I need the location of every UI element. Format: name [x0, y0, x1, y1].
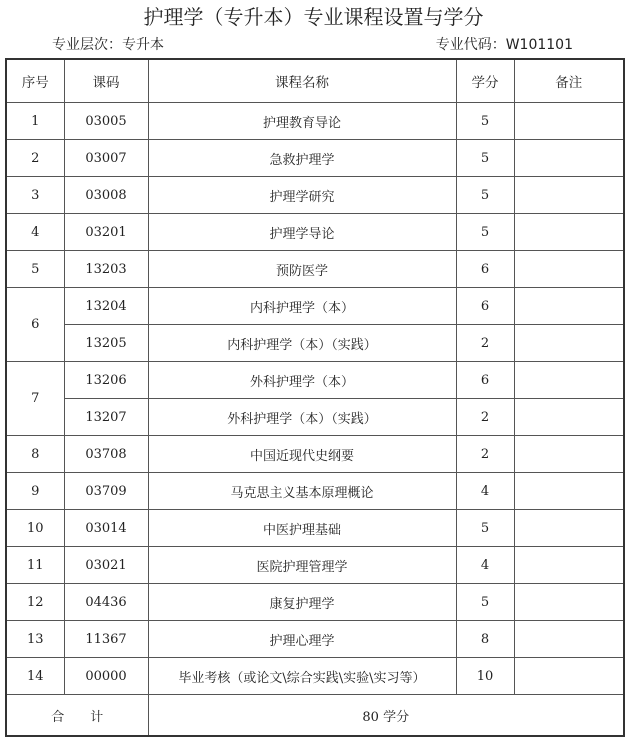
- table-row: [6, 399, 624, 436]
- cell-note: [514, 325, 624, 362]
- cell-credit: 2: [456, 436, 514, 473]
- cell-name: 预防医学: [148, 251, 456, 288]
- cell-note: [514, 214, 624, 251]
- cell-seq: 13: [6, 621, 64, 658]
- cell-credit: 6: [456, 288, 514, 325]
- cell-code: 13205: [64, 325, 148, 362]
- cell-note: [514, 288, 624, 325]
- cell-credit: 10: [456, 658, 514, 695]
- course-table: [5, 58, 625, 737]
- cell-seq: 11: [6, 547, 64, 584]
- cell-credit: 4: [456, 547, 514, 584]
- table-row: [6, 473, 624, 510]
- cell-name: 中医护理基础: [148, 510, 456, 547]
- table-row: [6, 510, 624, 547]
- cell-name: 中国近现代史纲要: [148, 436, 456, 473]
- cell-name: 康复护理学: [148, 584, 456, 621]
- cell-note: [514, 362, 624, 399]
- cell-name: 毕业考核（或论文\综合实践\实验\实习等）: [148, 658, 456, 695]
- major-level-label: 专业层次：: [52, 37, 122, 53]
- cell-code: 03014: [64, 510, 148, 547]
- cell-note: [514, 399, 624, 436]
- cell-name: 医院护理管理学: [148, 547, 456, 584]
- cell-code: 03201: [64, 214, 148, 251]
- cell-seq: 12: [6, 584, 64, 621]
- cell-seq: 5: [6, 251, 64, 288]
- table-row: [6, 140, 624, 177]
- header-credit: 学分: [456, 59, 514, 103]
- cell-seq: 1: [6, 103, 64, 140]
- cell-code: 00000: [64, 658, 148, 695]
- header-name: 课程名称: [148, 59, 456, 103]
- cell-note: [514, 658, 624, 695]
- cell-note: [514, 547, 624, 584]
- cell-code: 13204: [64, 288, 148, 325]
- cell-code: 03007: [64, 140, 148, 177]
- cell-name: 内科护理学（本）（实践）: [148, 325, 456, 362]
- cell-code: 03708: [64, 436, 148, 473]
- cell-name: 内科护理学（本）: [148, 288, 456, 325]
- cell-credit: 6: [456, 362, 514, 399]
- cell-name: 外科护理学（本）（实践）: [148, 399, 456, 436]
- cell-seq: 7: [6, 362, 64, 436]
- major-level: [52, 36, 164, 54]
- cell-credit: 6: [456, 251, 514, 288]
- cell-name: 外科护理学（本）: [148, 362, 456, 399]
- cell-name: 护理学研究: [148, 177, 456, 214]
- cell-credit: 2: [456, 399, 514, 436]
- major-code-label: 专业代码：: [435, 37, 506, 53]
- cell-seq: 6: [6, 288, 64, 362]
- cell-seq: 14: [6, 658, 64, 695]
- major-level-value: 专升本: [122, 37, 164, 53]
- table-row: [6, 621, 624, 658]
- cell-code: 13206: [64, 362, 148, 399]
- cell-seq: 2: [6, 140, 64, 177]
- cell-note: [514, 103, 624, 140]
- table-row: [6, 325, 624, 362]
- total-value: 80 学分: [148, 695, 624, 737]
- cell-note: [514, 584, 624, 621]
- table-row: [6, 436, 624, 473]
- cell-note: [514, 621, 624, 658]
- cell-note: [514, 510, 624, 547]
- cell-seq: 9: [6, 473, 64, 510]
- cell-code: 13203: [64, 251, 148, 288]
- total-label: 合 计: [6, 695, 148, 737]
- cell-note: [514, 473, 624, 510]
- table-header-row: [6, 59, 624, 103]
- cell-code: 03021: [64, 547, 148, 584]
- cell-code: 03005: [64, 103, 148, 140]
- cell-credit: 5: [456, 584, 514, 621]
- cell-seq: 8: [6, 436, 64, 473]
- cell-name: 护理心理学: [148, 621, 456, 658]
- cell-code: 13207: [64, 399, 148, 436]
- header-code: 课码: [64, 59, 148, 103]
- major-code: [436, 36, 573, 54]
- cell-seq: 3: [6, 177, 64, 214]
- total-row: [6, 695, 624, 737]
- cell-credit: 4: [456, 473, 514, 510]
- cell-credit: 5: [456, 177, 514, 214]
- table-row: [6, 584, 624, 621]
- cell-credit: 5: [456, 510, 514, 547]
- cell-name: 护理学导论: [148, 214, 456, 251]
- cell-code: 04436: [64, 584, 148, 621]
- table-row: [6, 251, 624, 288]
- cell-credit: 5: [456, 140, 514, 177]
- cell-seq: 4: [6, 214, 64, 251]
- cell-code: 03008: [64, 177, 148, 214]
- table-row: [6, 288, 624, 325]
- major-code-value: W101101: [505, 37, 573, 53]
- page-title: 护理学（专升本）专业课程设置与学分: [143, 5, 484, 29]
- cell-code: 03709: [64, 473, 148, 510]
- cell-name: 马克思主义基本原理概论: [148, 473, 456, 510]
- cell-seq: 10: [6, 510, 64, 547]
- table-row: [6, 658, 624, 695]
- cell-note: [514, 251, 624, 288]
- table-row: [6, 547, 624, 584]
- cell-name: 护理教育导论: [148, 103, 456, 140]
- cell-credit: 8: [456, 621, 514, 658]
- cell-credit: 5: [456, 103, 514, 140]
- table-row: [6, 103, 624, 140]
- cell-code: 11367: [64, 621, 148, 658]
- header-seq: 序号: [6, 59, 64, 103]
- cell-note: [514, 140, 624, 177]
- cell-credit: 2: [456, 325, 514, 362]
- cell-credit: 5: [456, 214, 514, 251]
- table-row: [6, 362, 624, 399]
- table-row: [6, 214, 624, 251]
- table-row: [6, 177, 624, 214]
- cell-name: 急救护理学: [148, 140, 456, 177]
- cell-note: [514, 436, 624, 473]
- header-note: 备注: [514, 59, 624, 103]
- cell-note: [514, 177, 624, 214]
